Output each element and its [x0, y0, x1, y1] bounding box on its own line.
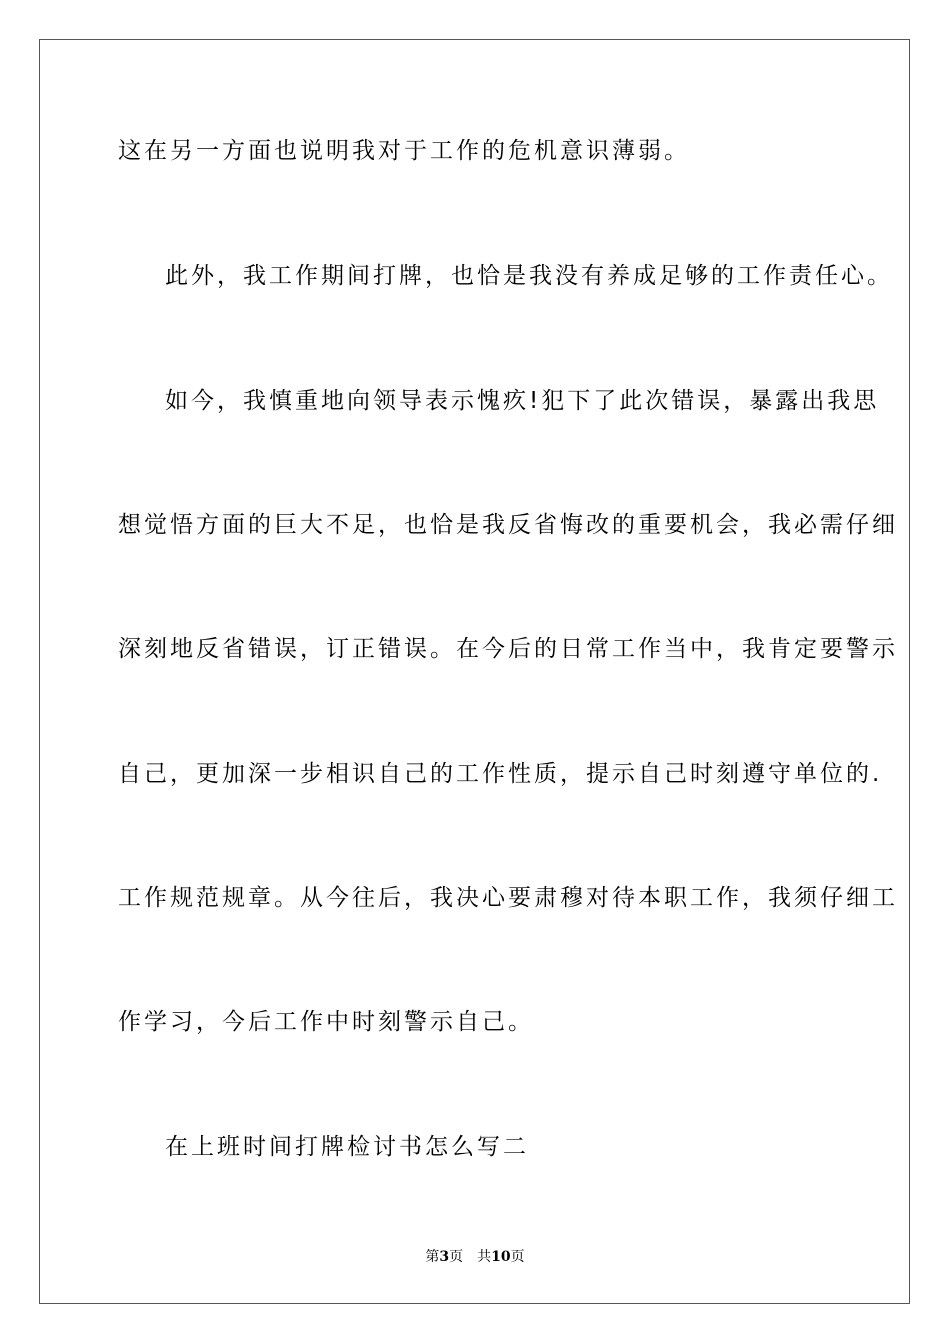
page-footer [0, 1248, 950, 1266]
page-prefix: 第 [425, 1249, 440, 1265]
section-heading: 在上班时间打牌检讨书怎么写二 [165, 1134, 529, 1160]
body-line: 想觉悟方面的巨大不足，也恰是我反省悔改的重要机会，我必需仔细 [118, 512, 898, 538]
body-line: 作学习，今后工作中时刻警示自己。 [118, 1009, 534, 1035]
page-frame [39, 39, 910, 1304]
body-line: 此外，我工作期间打牌，也恰是我没有养成足够的工作责任心。 [165, 263, 893, 289]
total-prefix: 共 [477, 1249, 492, 1265]
body-line: 这在另一方面也说明我对于工作的危机意识薄弱。 [118, 138, 690, 164]
body-line: 深刻地反省错误，订正错误。在今后的日常工作当中，我肯定要警示 [118, 636, 898, 662]
total-pages: 10 [491, 1249, 511, 1265]
page-suffix: 页 [449, 1249, 464, 1265]
body-line: 工作规范规章。从今往后，我决心要肃穆对待本职工作，我须仔细工 [118, 885, 898, 911]
total-suffix: 页 [510, 1249, 525, 1265]
body-line: 自己，更加深一步相识自己的工作性质，提示自己时刻遵守单位的. [118, 761, 883, 787]
body-line: 如今，我慎重地向领导表示愧疚!犯下了此次错误，暴露出我思 [165, 388, 880, 414]
page-number: 3 [439, 1249, 450, 1265]
